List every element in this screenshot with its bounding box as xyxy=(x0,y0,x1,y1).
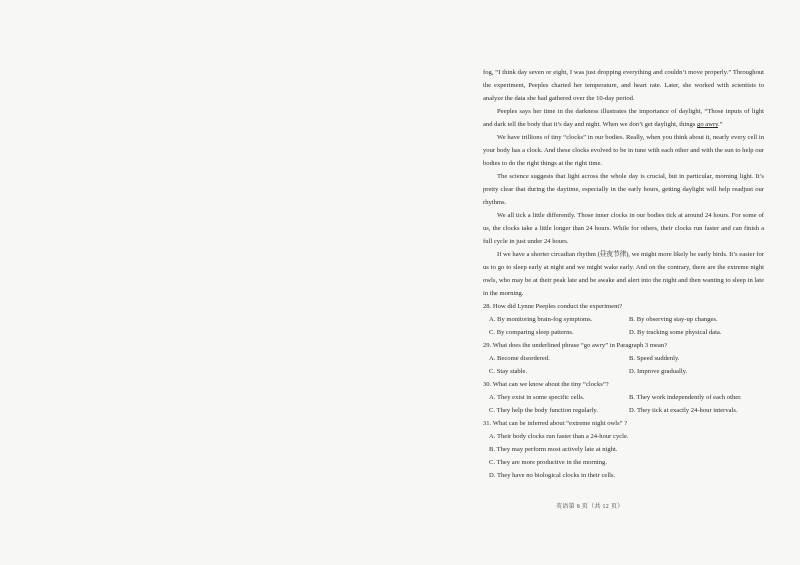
answer-option: B. They may perform most actively late at night. xyxy=(489,446,618,453)
question-stem: 31. What can be inferred about “extreme night owls” ? xyxy=(483,420,628,427)
answer-options xyxy=(483,313,764,339)
passage-paragraph: We have trillions of tiny “clocks” in our bodies. Really, when you think about it, nearly every cell in your body has a clock. And these clocks evolved to be in tune with each other and with the sun to help our bodies to do the right things at the right time. xyxy=(483,134,764,167)
answer-option: B. By observing stay-up changes. xyxy=(629,316,718,323)
answer-option: D. Improve gradually. xyxy=(629,368,688,375)
question xyxy=(483,300,764,339)
answer-option: D. They have no biological clocks in their cells. xyxy=(489,472,616,479)
passage-paragraph: The science suggests that light across the whole day is crucial, but in particular, morning light. It’s pretty clear that during the daytime, especially in the early hours, getting daylight will help readjust our rhythms. xyxy=(483,173,764,206)
answer-option: C. They help the body function regularly. xyxy=(489,407,598,414)
answer-options xyxy=(483,391,764,417)
passage-paragraph: We all tick a little differently. Those inner clocks in our bodies tick at around 24 hours. For some of us, the clocks take a little longer than 24 hours. While for others, their clocks run faster and can finish a full cycle in just under 24 hours. xyxy=(483,212,764,245)
answer-options xyxy=(483,352,764,378)
passage-paragraph xyxy=(483,105,764,131)
answer-options xyxy=(483,430,764,482)
answer-option: D. By tracking some physical data. xyxy=(629,329,722,336)
question xyxy=(483,417,764,482)
answer-option: B. Speed suddenly. xyxy=(629,355,680,362)
answer-option: D. They tick at exactly 24-hour intervals. xyxy=(629,407,738,414)
passage-paragraph: fog, “I think day seven or eight, I was just dropping everything and couldn’t move properly.” Throughout the experiment, Peeples charted her temperature, and heart rate. Later, she worked with scientists to analyze the data she had gathered over the 10-day period. xyxy=(483,69,764,102)
question-stem: 28. How did Lynne Peeples conduct the experiment? xyxy=(483,303,623,310)
answer-option: C. Stay stable. xyxy=(489,368,528,375)
answer-option: C. By comparing sleep patterns. xyxy=(489,329,574,336)
reading-passage xyxy=(483,66,764,300)
paragraph-text: .” xyxy=(718,121,723,128)
answer-option: A. By monitoring brain-fog symptoms. xyxy=(489,316,593,323)
question-stem: 30. What can we know about the tiny “clocks”? xyxy=(483,381,609,388)
question xyxy=(483,378,764,417)
answer-option: C. They are more productive in the morning. xyxy=(489,459,607,466)
answer-option: A. Become disordered. xyxy=(489,355,550,362)
question xyxy=(483,339,764,378)
question-stem: 29. What does the underlined phrase “go awry” in Paragraph 3 mean? xyxy=(483,342,668,349)
answer-option: A. They exist in some specific cells. xyxy=(489,394,585,401)
underlined-phrase: go awry xyxy=(697,121,719,128)
question-list xyxy=(483,300,764,482)
answer-option: B. They work independently of each other. xyxy=(629,394,742,401)
passage-paragraph: If we have a shorter circadian rhythm (昼夜节律), we might more likely be early birds. It’s easier for us to go to sleep early at night and we might wake early. And on the contrary, there are the extreme night owls, who may be at their peak late and be awake and alert into the night and then wanting to sleep in late in the morning. xyxy=(483,251,764,297)
page-footer: 英语第 8 页（共 12 页） xyxy=(556,504,624,510)
paragraph-text: Peeples says her time in the darkness illustrates the importance of daylight, “Those inputs of light and dark tell the body that it’s day and night. When we don’t get daylight, things xyxy=(483,108,764,128)
answer-option: A. Their body clocks run faster than a 24-hour cycle. xyxy=(489,433,629,440)
exam-page xyxy=(483,66,764,482)
